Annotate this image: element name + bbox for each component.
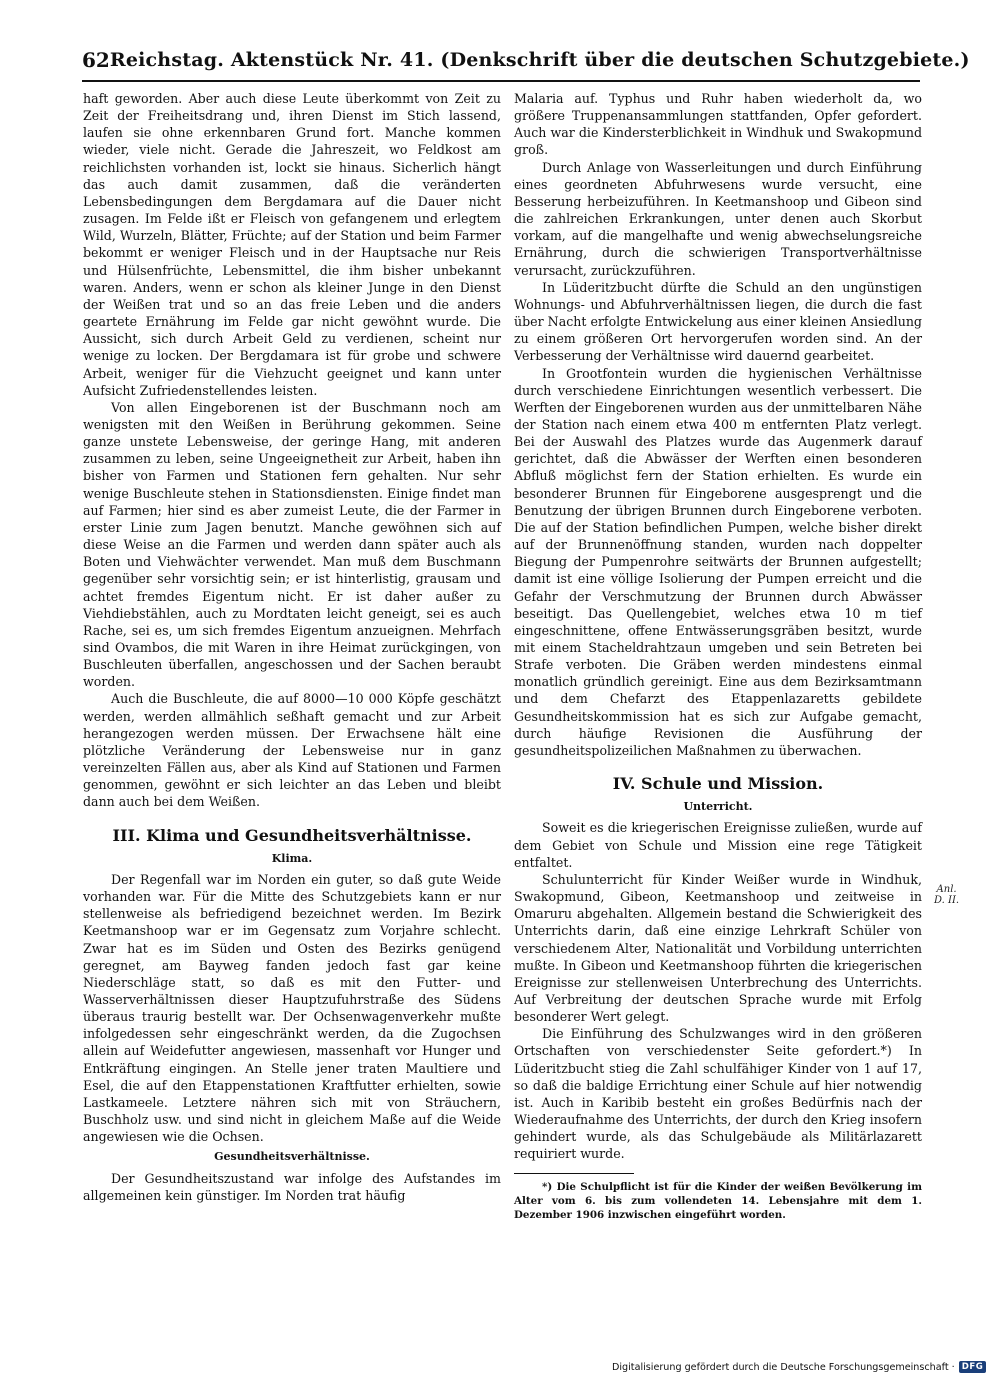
left-column <box>83 90 501 1204</box>
paragraph: Soweit es die kriegerischen Ereignisse zuließen, wurde auf dem Gebiet von Schule und Mission eine rege Tätigkeit entfaltet. <box>514 820 922 870</box>
paragraph: Von allen Eingeborenen ist der Buschmann noch am wenigsten mit den Weißen in Berührung gekommen. Seine ganze unstete Lebensweise, der geringe Hang, mit anderen zusammen zu leben, seine Ungeeignetheit zur Arbeit, haben ihn bisher von Farmen und Stationen fern gehalten. Nur sehr wenige Buschleute stehen in Stationsdiensten. Einige findet man auf Farmen; hier sind es aber zumeist Leute, die der Farmer in erster Linie zum Jagen benutzt. Manche gewöhnen sich auf diese Weise an die Farmen und werden dann später auch als Boten und Viehwächter verwendet. Man muß dem Buschmann gegenüber sehr vorsichtig sein; er ist hinterlistig, grausam und achtet fremdes Eigentum nicht. Er ist daher außer zu Viehdiebstählen, auch zu Mordtaten leicht geneigt, sei es auch Rache, sei es, um sich fremdes Eigentum anzueignen. Mehrfach sind Ovambos, die mit Waren in ihre Heimat zurückgingen, von Buschleuten überfallen, angeschossen und der Sachen beraubt worden. <box>83 399 501 690</box>
section-heading-klima-gesundheit: III. Klima und Gesundheitsverhältnisse. <box>112 825 472 845</box>
paragraph: In Grootfontein wurden die hygienischen Verhältnisse durch verschiedene Einrichtungen wesentlich verbessert. Die Werften der Eingeborenen wurden aus der unmittelbaren Nähe der Station nach einem etwa 400 m entfernten Platz verlegt. Bei der Auswahl des Platzes wurde das Augenmerk darauf gerichtet, daß die Abwässer der Werften einen besonderen Abfluß möglichst fern der Station erhielten. Es wurde ein besonderer Brunnen für Eingeborene ausgesprengt und die Benutzung der übrigen Brunnen durch Eingeborene verboten. Die auf der Station befindlichen Pumpen, welche bisher direkt auf der Brunnenöffnung standen, wurden nach doppelter Biegung der Pumpenrohre seitwärts der Brunnen aufgestellt; damit ist eine völlige Isolierung der Pumpen erreicht und die Gefahr der Verschmutzung der Brunnen durch Abwässer beseitigt. Das Quellengebiet, welches etwa 10 m tief eingeschnittene, offene Entwässerungsgräben besitzt, wurde mit einem Stacheldrahtzaun umgeben und sein Betreten bei Strafe verboten. Die Gräben werden mindestens einmal monatlich gründlich gereinigt. Eine aus dem Bezirksamtmann und dem Chefarzt des Etappenlazaretts gebildete Gesundheitskommission hat es sich zur Aufgabe gemacht, durch häufige Revisionen die Ausführung der gesundheitspolizeilichen Maßnahmen zu überwachen. <box>514 365 922 758</box>
page-title: Reichstag. Aktenstück Nr. 41. (Denkschrift über die deutschen Schutzgebiete.) <box>109 49 970 71</box>
dfg-logo: DFG <box>959 1361 987 1373</box>
right-column <box>514 90 922 1222</box>
digitization-footer <box>612 1361 986 1373</box>
page-number: 62 <box>82 48 110 72</box>
paragraph: In Lüderitzbucht dürfte die Schuld an den ungünstigen Wohnungs- und Abfuhrverhältnissen liegen, die durch die fast über Nacht erfolgte Entwickelung aus einer kleinen Ansiedlung zu einem größeren Ort hervorgerufen worden sind. An der Verbesserung der Verhältnisse wird dauernd gearbeitet. <box>514 279 922 364</box>
page-header <box>82 40 970 82</box>
subheading-klima: Klima. <box>271 851 313 865</box>
section-heading-schule-mission: IV. Schule und Mission. <box>612 774 824 794</box>
paragraph: Auch die Buschleute, die auf 8000—10 000 Köpfe geschätzt werden, werden allmählich seßhaft gemacht und zur Arbeit herangezogen werden müssen. Der Erwachsene hält eine plötzliche Veränderung der Lebensweise nur in ganz vereinzelten Fällen aus, aber als Kind auf Stationen und Farmen genommen, gewöhnt er sich leichter an das Leben und bleibt dann auch bei dem Weißen. <box>83 691 501 810</box>
paragraph: Malaria auf. Typhus und Ruhr haben wiederholt da, wo größere Truppenansammlungen stattfanden, Opfer gefordert. Auch war die Kindersterblichkeit in Windhuk und Swakopmund groß. <box>514 91 922 158</box>
footnote-divider <box>514 1173 634 1174</box>
footnote: *) Die Schulpflicht ist für die Kinder der weißen Bevölkerung im Alter vom 6. bis zum vollendeten 14. Lebensjahre mit dem 1. Dezember 1906 inzwischen eingeführt worden. <box>514 1180 922 1221</box>
paragraph: Schulunterricht für Kinder Weißer wurde in Windhuk, Swakopmund, Gibeon, Keetmanshoop und zeitweise in Omaruru abgehalten. Allgemein bestand die Schwierigkeit des Unterrichts darin, daß eine einzige Lehrkraft Schüler von verschiedenem Alter, Nationalität und Vorbildung unterrichten mußte. In Gibeon und Keetmanshoop führten die kriegerischen Ereignisse zur stellenweisen Unterbrechung des Unterrichts. Auf Verbreitung der deutschen Sprache wurde mit Erfolg besonderer Wert gelegt. <box>514 871 922 1025</box>
subheading-gesundheit: Gesundheitsverhältnisse. <box>214 1150 370 1164</box>
margin-note-line: Anl. <box>936 884 957 895</box>
paragraph: Der Gesundheitszustand war infolge des Aufstandes im allgemeinen kein günstiger. Im Norden trat häufig <box>83 1170 501 1203</box>
margin-note-line: D. II. <box>934 895 960 906</box>
digitization-text: Digitalisierung gefördert durch die Deutsche Forschungsgemeinschaft · <box>612 1361 955 1373</box>
paragraph: Die Einführung des Schulzwanges wird in den größeren Ortschaften von verschiedenster Seite gefordert.*) In Lüderitzbucht stieg die Zahl schulfähiger Kinder von 1 auf 17, so daß die baldige Errichtung einer Schule auf hier notwendig ist. Auch in Karibib besteht ein großes Bedürfnis nach der Wiederaufnahme des Unterrichts, der durch den Krieg insofern gehindert wurde, als das Schulgebäude als Militärlazarett requiriert wurde. <box>514 1026 922 1162</box>
paragraph: haft geworden. Aber auch diese Leute überkommt von Zeit zu Zeit der Freiheitsdrang und, ihren Dienst im Stich lassend, laufen sie ohne erkennbaren Grund fort. Manche kommen wieder, viele nicht. Gerade die Jahreszeit, wo Feldkost am reichlichsten vorhanden ist, lockt sie hinaus. Sicherlich hängt das auch damit zusammen, daß die veränderten Lebensbedingungen dem Bergdamara auf die Dauer nicht zusagen. Im Felde ißt er Fleisch von gefangenem und erlegtem Wild, Wurzeln, Blätter, Früchte; auf der Station und beim Farmer bekommt er weniger Fleisch und in der Hauptsache nur Reis und Hülsenfrüchte, Lebensmittel, die ihm bisher unbekannt waren. Anders, wenn er schon als kleiner Junge in den Dienst der Weißen trat und so an das freie Leben und die anders geartete Ernährung im Felde gar nicht gewöhnt wurde. Die Aussicht, sich durch Arbeit Geld zu verdienen, scheint nur wenige zu locken. Der Bergdamara ist für grobe und schwere Arbeit, weniger für die Viehzucht geeignet und kann unter Aufsicht Zufriedenstellendes leisten. <box>83 91 501 398</box>
subheading-unterricht: Unterricht. <box>683 800 753 814</box>
paragraph: Durch Anlage von Wasserleitungen und durch Einführung eines geordneten Abfuhrwesens wurde versucht, eine Besserung herbeizuführen. In Keetmanshoop und Gibeon sind die zahlreichen Erkrankungen, unter denen auch Skorbut vorkam, auf die mangelhafte und wenig abwechselungsreiche Ernährung, durch die schwierigen Transportverhältnisse verursacht, zurückzuführen. <box>514 159 922 278</box>
paragraph: Der Regenfall war im Norden ein guter, so daß gute Weide vorhanden war. Für die Mitte des Schutzgebiets kann er nur stellenweise als befriedigend bezeichnet werden. Im Bezirk Keetmanshoop war er im Gegensatz zum Vorjahre schlecht. Zwar hat es im Süden und Osten des Bezirks genügend geregnet, am Bayweg fanden jedoch fast gar keine Niederschläge statt, so daß es mit den Futter- und Wasserverhältnissen dieser Hauptzufuhrstraße des Südens überaus traurig bestellt war. Der Ochsenwagenverkehr mußte infolgedessen sehr eingeschränkt werden, da die Zugochsen allein auf Weidefutter angewiesen, massenhaft vor Hunger und Entkräftung eingingen. An Stelle jener traten Maultiere und Esel, die auf den Etappenstationen Kraftfutter erhielten, sowie Lastkameele. Letztere nähren sich mit von Sträuchern, Buschholz usw. und sind nicht in gleichem Maße auf die Weide angewiesen wie die Ochsen. <box>83 871 501 1145</box>
margin-note <box>934 884 959 906</box>
